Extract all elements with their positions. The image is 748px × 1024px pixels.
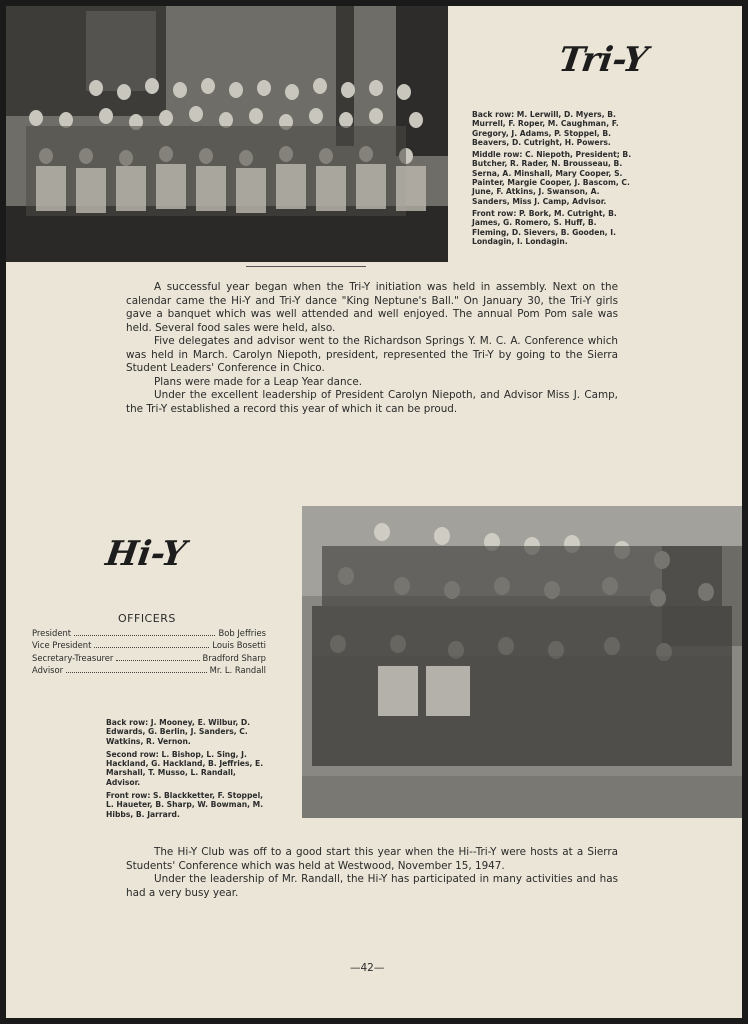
tri-y-title: Tri-Y (556, 40, 651, 80)
officer-row (32, 653, 266, 665)
officer-name: Bradford Sharp (202, 652, 266, 663)
tri-y-paragraph: Five delegates and advisor went to the Richardson Springs Y. M. C. A. Conference which was held in March. Carolyn Niepoth, president, represented the Tri-Y by going to the Sierra Student Leaders' Conference in Chico. (126, 335, 618, 374)
tri-y-paragraph: A successful year began when the Tri-Y initiation was held in assembly. Next on the calendar came the Hi-Y and Tri-Y dance "King Neptune's Ball." On January 30, the Tri-Y girls gave a banquet which was well attended and well enjoyed. The annual Pom Pom sale was held. Several food sales were held, also. (126, 281, 618, 334)
tri-y-paragraph: Under the excellent leadership of President Carolyn Niepoth, and Advisor Miss J. Camp, the Tri-Y established a record this year of which it can be proud. (126, 389, 618, 415)
tri-y-article (126, 281, 618, 416)
tri-y-caption-middle-row: Middle row: C. Niepoth, President; B. Butcher, R. Rader, N. Brousseau, B. Serna, A. Minshall, Mary Cooper, S. Painter, Margie Cooper, J. Bascom, C. June, F. Atkins, J. Swanson, A. Sanders, Miss J. Camp, Advisor. (472, 150, 632, 206)
hi-y-paragraph: The Hi-Y Club was off to a good start this year when the Hi--Tri-Y were hosts at a Sierra Students' Conference which was held at Westwood, November 15, 1947. (126, 846, 618, 872)
leader-dots (116, 660, 199, 661)
hi-y-group-photo (302, 506, 742, 818)
hi-y-article (126, 846, 618, 900)
tri-y-group-photo (6, 6, 448, 262)
hi-y-caption-back-row: Back row: J. Mooney, E. Wilbur, D. Edwards, G. Berlin, J. Sanders, C. Watkins, R. Vernon. (106, 718, 251, 746)
officer-name: Bob Jeffries (218, 628, 266, 638)
leader-dots (66, 672, 206, 673)
officer-row (32, 628, 266, 640)
officer-name: Louis Bosetti (212, 640, 266, 651)
officers-heading: OFFICERS (118, 612, 176, 625)
hi-y-caption-front-row: Front row: S. Blackketter, F. Stoppel, L. Haueter, B. Sharp, W. Bowman, M. Hibbs, B. Jarrard. (106, 791, 264, 819)
officer-role: Vice President (32, 640, 92, 651)
officer-role: Secretary-Treasurer (32, 652, 114, 663)
hi-y-caption-second-row: Second row: L. Bishop, L. Sing, J. Hackland, G. Hackland, B. Jeffries, E. Marshall, T. Musso, L. Randall, Advisor. (106, 749, 264, 787)
officer-row (32, 640, 266, 652)
leader-dots (94, 647, 209, 648)
page-number: —42— (350, 962, 385, 974)
officer-role: President (32, 628, 72, 638)
tri-y-caption-back-row: Back row: M. Lerwill, D. Myers, B. Murrell, F. Roper, M. Caughman, F. Gregory, J. Adams, P. Stoppel, B. Beavers, D. Cutright, H. Powers. (472, 110, 619, 147)
tri-y-caption-front-row: Front row: P. Bork, M. Cutright, B. James, G. Romero, S. Huff, B. Fleming, D. Sievers, B. Gooden, I. Londagin, I. Londagin. (472, 208, 617, 246)
yearbook-page (6, 6, 742, 1018)
officers-list (32, 628, 266, 677)
officer-row (32, 665, 266, 677)
hi-y-caption (106, 718, 272, 823)
officer-name: Mr. L. Randall (209, 664, 266, 675)
hi-y-title: Hi-Y (103, 534, 189, 574)
divider-rule (246, 266, 366, 267)
officer-role: Advisor (32, 664, 64, 675)
hi-y-paragraph: Under the leadership of Mr. Randall, the Hi-Y has participated in many activities and has had a very busy year. (126, 873, 618, 899)
tri-y-caption (472, 110, 636, 249)
tri-y-paragraph: Plans were made for a Leap Year dance. (154, 375, 363, 388)
leader-dots (74, 635, 215, 636)
